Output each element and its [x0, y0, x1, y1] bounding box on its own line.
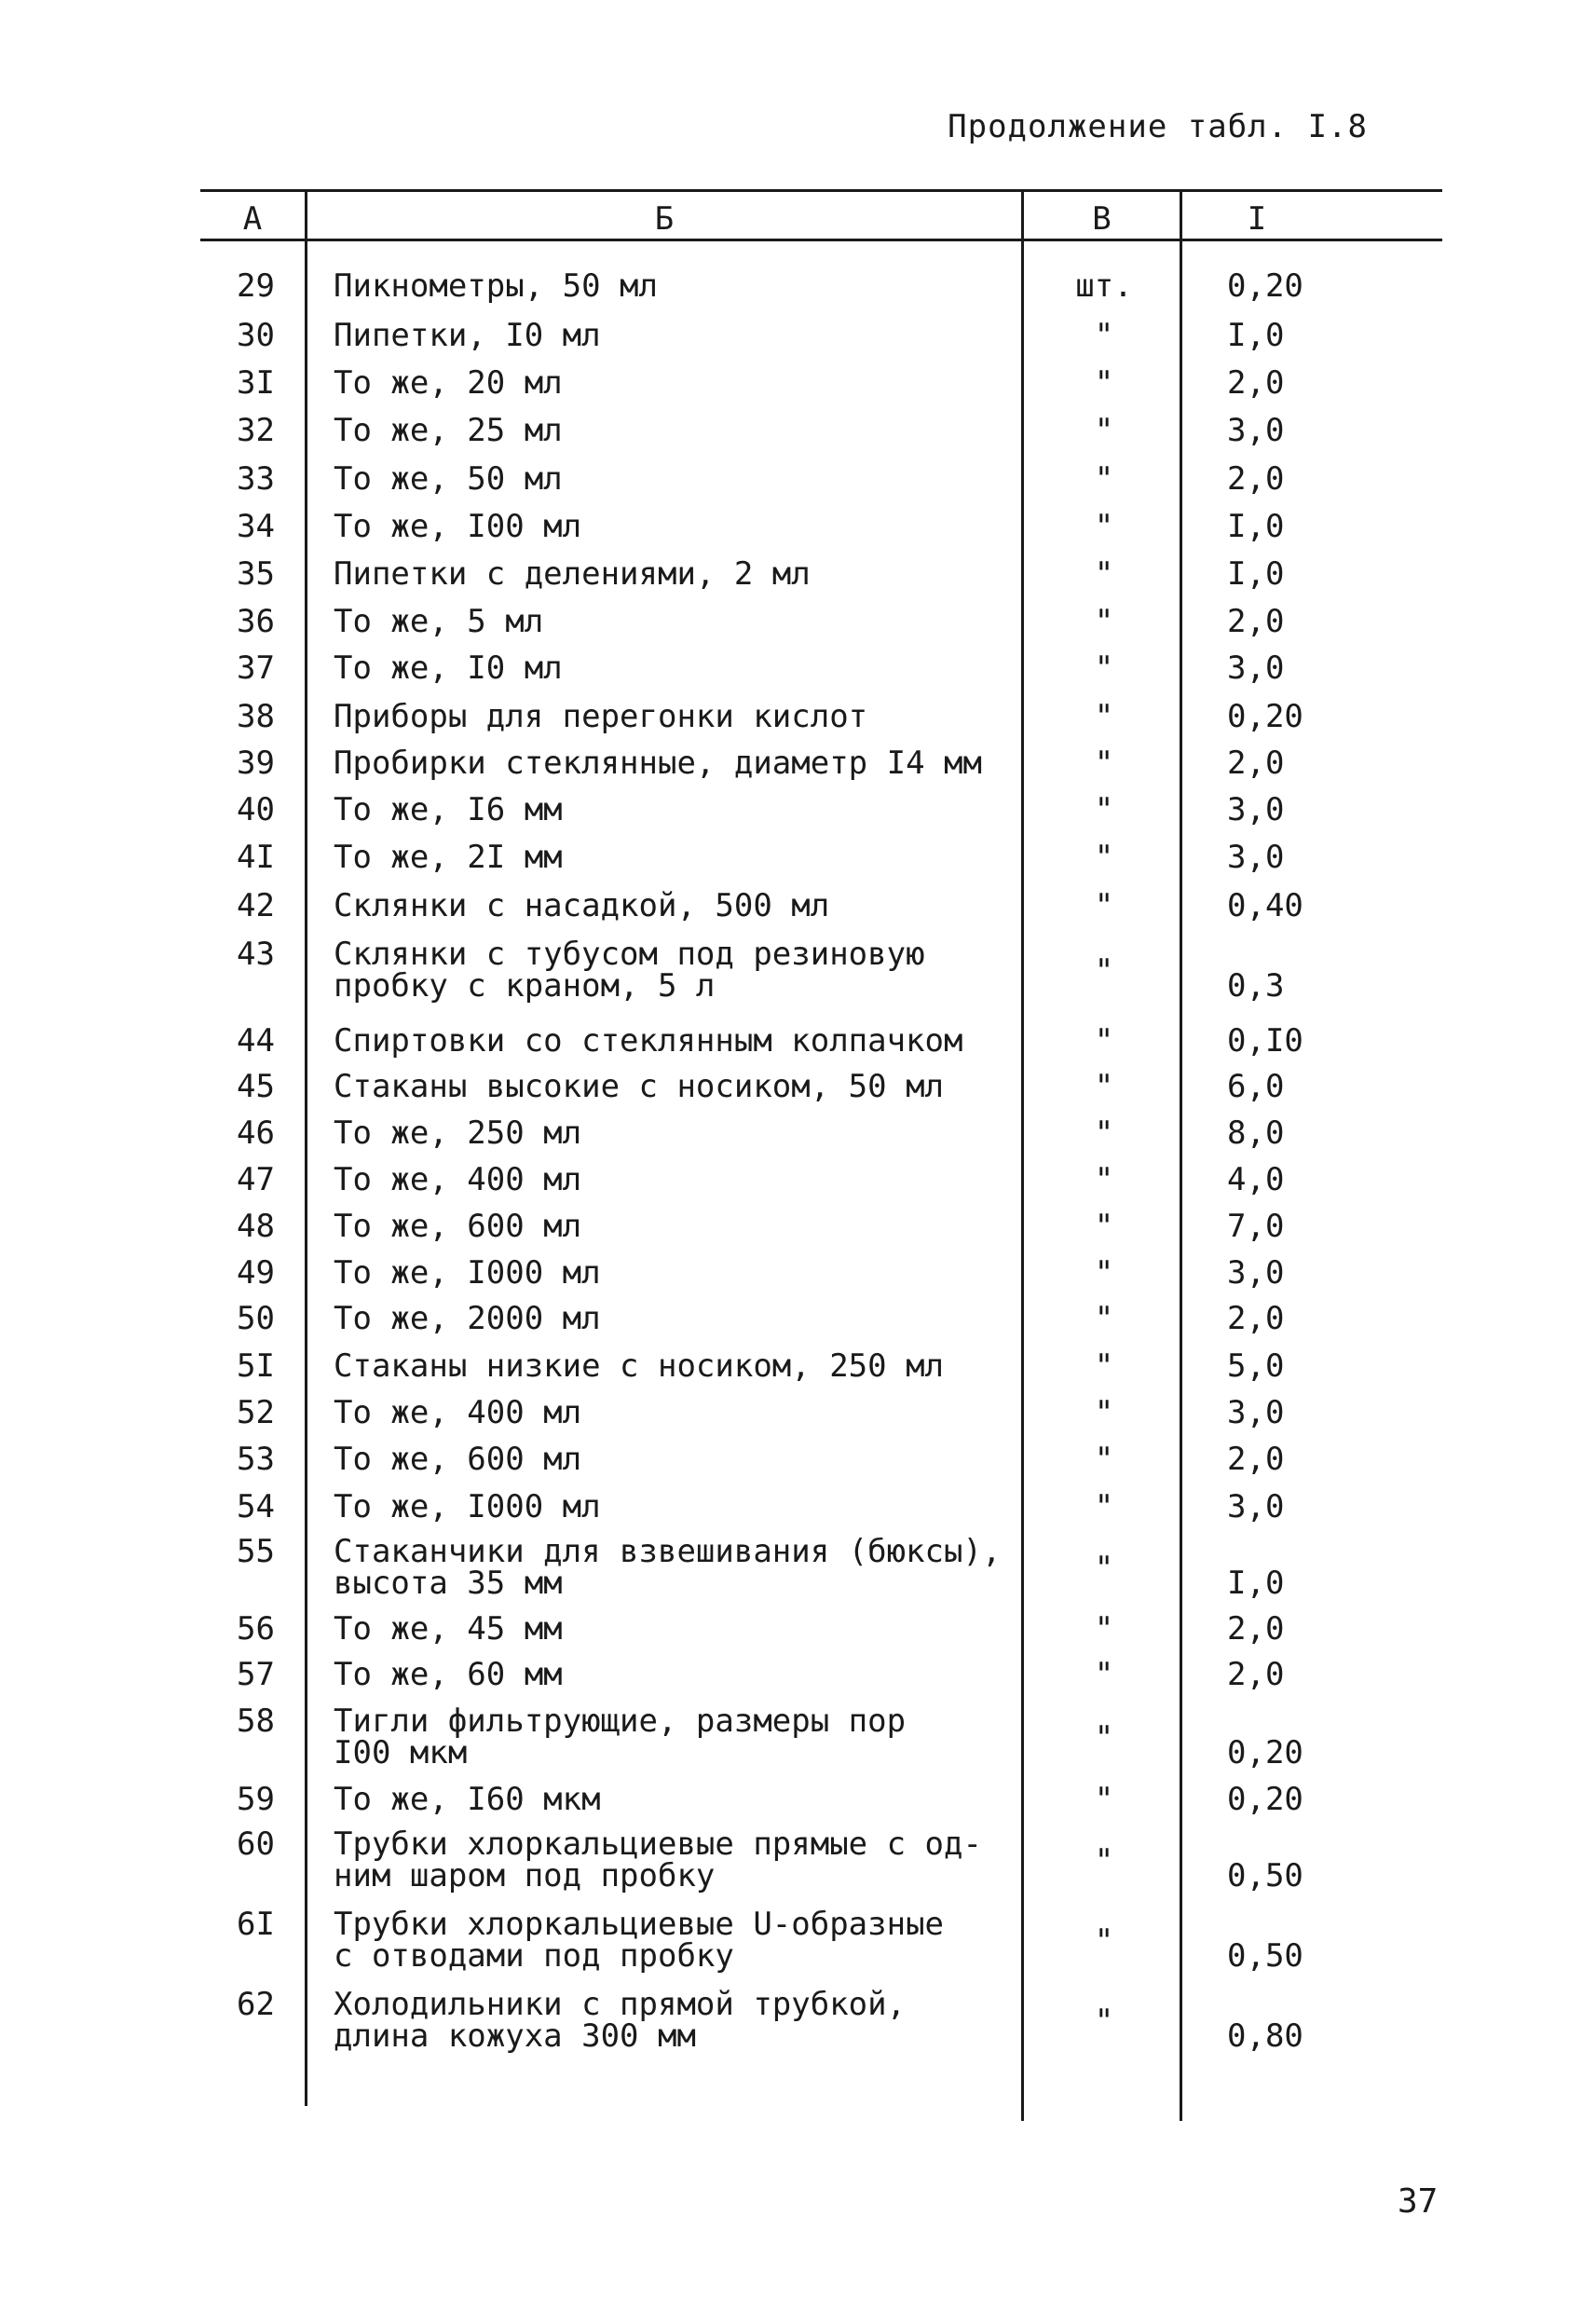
- item-name: Склянки с насадкой, 500 мл: [334, 887, 830, 924]
- row-number: 4I: [237, 839, 275, 876]
- item-quantity: 3,0: [1227, 791, 1285, 828]
- row-number: 30: [237, 317, 275, 354]
- item-quantity: 2,0: [1227, 745, 1285, 782]
- item-quantity: I,0: [1227, 317, 1285, 354]
- row-number: 50: [237, 1300, 275, 1337]
- item-quantity: 0,50: [1227, 1857, 1303, 1894]
- row-number: 62: [237, 1986, 275, 2023]
- item-quantity: I,0: [1227, 1565, 1285, 1602]
- item-unit: ": [1094, 508, 1114, 545]
- row-number: 33: [237, 460, 275, 498]
- item-unit: ": [1094, 412, 1114, 449]
- item-quantity: 2,0: [1227, 603, 1285, 640]
- item-quantity: 4,0: [1227, 1161, 1285, 1198]
- row-number: 40: [237, 791, 275, 828]
- item-name: То же, 250 мл: [334, 1114, 582, 1152]
- item-unit: ": [1094, 1114, 1114, 1152]
- item-quantity: 3,0: [1227, 1488, 1285, 1525]
- item-quantity: 7,0: [1227, 1208, 1285, 1245]
- item-quantity: 0,3: [1227, 967, 1285, 1005]
- row-number: 34: [237, 508, 275, 545]
- row-number: 44: [237, 1022, 275, 1060]
- item-unit: ": [1094, 1161, 1114, 1198]
- row-number: 46: [237, 1114, 275, 1152]
- table-continuation-label: Продолжение табл. I.8: [948, 108, 1368, 145]
- row-number: 48: [237, 1208, 275, 1245]
- item-quantity: 0,20: [1227, 1734, 1303, 1771]
- row-number: 36: [237, 603, 275, 640]
- item-name: То же, I000 мл: [334, 1488, 601, 1525]
- item-unit: ": [1094, 1208, 1114, 1245]
- row-number: 57: [237, 1656, 275, 1693]
- item-name: Стаканчики для взвешивания (бюксы), высота 35 мм: [334, 1533, 1002, 1602]
- row-number: 39: [237, 745, 275, 782]
- item-name: То же, 600 мл: [334, 1208, 582, 1245]
- item-name: Стаканы низкие с носиком, 250 мл: [334, 1347, 945, 1385]
- item-unit: ": [1094, 1719, 1114, 1757]
- item-name: То же, 400 мл: [334, 1394, 582, 1431]
- row-number: 6I: [237, 1906, 275, 1943]
- item-name: Холодильники с прямой трубкой, длина кожуха 300 мм: [334, 1986, 907, 2055]
- item-name: Пикнометры, 50 мл: [334, 267, 658, 305]
- item-quantity: 0,20: [1227, 698, 1303, 735]
- item-name: То же, I6 мм: [334, 791, 563, 828]
- column-divider-3: [1180, 189, 1182, 2121]
- row-number: 37: [237, 650, 275, 687]
- item-unit: ": [1094, 2003, 1114, 2040]
- item-unit: ": [1094, 952, 1114, 990]
- item-quantity: I,0: [1227, 508, 1285, 545]
- item-name: Пипетки, I0 мл: [334, 317, 601, 354]
- item-name: То же, 25 мл: [334, 412, 563, 449]
- item-quantity: 0,80: [1227, 2017, 1303, 2055]
- item-unit: ": [1094, 1842, 1114, 1880]
- item-unit: ": [1094, 698, 1114, 735]
- item-quantity: 8,0: [1227, 1114, 1285, 1152]
- row-number: 53: [237, 1441, 275, 1478]
- item-quantity: 3,0: [1227, 839, 1285, 876]
- item-name: То же, 400 мл: [334, 1161, 582, 1198]
- page-number: 37: [1398, 2182, 1439, 2221]
- item-unit: ": [1094, 460, 1114, 498]
- item-name: Склянки с тубусом под резиновую пробку с краном, 5 л: [334, 936, 925, 1005]
- item-name: То же, 2I мм: [334, 839, 563, 876]
- item-unit: ": [1094, 1022, 1114, 1060]
- table-header-rule: [200, 239, 1442, 241]
- item-name: Пипетки с делениями, 2 мл: [334, 555, 811, 593]
- item-name: Тигли фильтрующие, размеры пор I00 мкм: [334, 1702, 907, 1771]
- row-number: 32: [237, 412, 275, 449]
- item-name: То же, I000 мл: [334, 1254, 601, 1292]
- row-number: 55: [237, 1533, 275, 1570]
- item-unit: ": [1094, 364, 1114, 402]
- row-number: 56: [237, 1610, 275, 1648]
- item-quantity: 0,I0: [1227, 1022, 1303, 1060]
- row-number: 45: [237, 1068, 275, 1105]
- item-name: То же, I00 мл: [334, 508, 582, 545]
- item-unit: ": [1094, 1610, 1114, 1648]
- item-quantity: 2,0: [1227, 364, 1285, 402]
- item-quantity: 3,0: [1227, 1254, 1285, 1292]
- item-unit: ": [1094, 555, 1114, 593]
- item-name: Стаканы высокие с носиком, 50 мл: [334, 1068, 945, 1105]
- item-unit: ": [1094, 650, 1114, 687]
- item-unit: ": [1094, 317, 1114, 354]
- item-unit: ": [1094, 1550, 1114, 1587]
- row-number: 49: [237, 1254, 275, 1292]
- item-name: То же, 60 мм: [334, 1656, 563, 1693]
- row-number: 58: [237, 1702, 275, 1740]
- item-quantity: 2,0: [1227, 1300, 1285, 1337]
- row-number: 29: [237, 267, 275, 305]
- item-quantity: 3,0: [1227, 650, 1285, 687]
- item-quantity: 0,20: [1227, 1781, 1303, 1818]
- item-unit: ": [1094, 1394, 1114, 1431]
- item-name: То же, 5 мл: [334, 603, 544, 640]
- item-unit: ": [1094, 839, 1114, 876]
- row-number: 59: [237, 1781, 275, 1818]
- column-header-a: А: [242, 200, 263, 238]
- table-top-rule: [200, 189, 1442, 192]
- item-name: То же, I0 мл: [334, 650, 563, 687]
- item-quantity: 0,40: [1227, 887, 1303, 924]
- row-number: 60: [237, 1826, 275, 1863]
- column-header-i: I: [1247, 200, 1267, 238]
- item-unit: ": [1094, 745, 1114, 782]
- item-unit: шт.: [1075, 267, 1133, 305]
- item-name: Спиртовки со стеклянным колпачком: [334, 1022, 963, 1060]
- item-unit: ": [1094, 791, 1114, 828]
- column-header-v: В: [1092, 200, 1112, 238]
- item-unit: ": [1094, 887, 1114, 924]
- item-quantity: 2,0: [1227, 1656, 1285, 1693]
- item-unit: ": [1094, 1656, 1114, 1693]
- item-unit: ": [1094, 1781, 1114, 1818]
- item-name: То же, 2000 мл: [334, 1300, 601, 1337]
- item-quantity: 6,0: [1227, 1068, 1285, 1105]
- item-quantity: 3,0: [1227, 412, 1285, 449]
- item-unit: ": [1094, 1488, 1114, 1525]
- row-number: 35: [237, 555, 275, 593]
- column-header-b: Б: [654, 200, 675, 238]
- item-quantity: 3,0: [1227, 1394, 1285, 1431]
- row-number: 3I: [237, 364, 275, 402]
- item-name: Пробирки стеклянные, диаметр I4 мм: [334, 745, 982, 782]
- item-unit: ": [1094, 1300, 1114, 1337]
- item-name: То же, I60 мкм: [334, 1781, 601, 1818]
- item-name: То же, 45 мм: [334, 1610, 563, 1648]
- item-name: Трубки хлоркальциевые прямые с од- ним шаром под пробку: [334, 1826, 982, 1894]
- row-number: 47: [237, 1161, 275, 1198]
- item-quantity: 2,0: [1227, 1610, 1285, 1648]
- item-name: Приборы для перегонки кислот: [334, 698, 868, 735]
- row-number: 5I: [237, 1347, 275, 1385]
- item-name: То же, 600 мл: [334, 1441, 582, 1478]
- item-quantity: 0,20: [1227, 267, 1303, 305]
- row-number: 54: [237, 1488, 275, 1525]
- row-number: 42: [237, 887, 275, 924]
- item-quantity: 0,50: [1227, 1937, 1303, 1975]
- item-unit: ": [1094, 1441, 1114, 1478]
- item-unit: ": [1094, 1068, 1114, 1105]
- item-name: Трубки хлоркальциевые U-образные с отводами под пробку: [334, 1906, 945, 1975]
- item-quantity: I,0: [1227, 555, 1285, 593]
- item-unit: ": [1094, 603, 1114, 640]
- item-quantity: 2,0: [1227, 460, 1285, 498]
- item-unit: ": [1094, 1922, 1114, 1960]
- item-name: То же, 50 мл: [334, 460, 563, 498]
- item-unit: ": [1094, 1347, 1114, 1385]
- row-number: 38: [237, 698, 275, 735]
- item-name: То же, 20 мл: [334, 364, 563, 402]
- item-unit: ": [1094, 1254, 1114, 1292]
- item-quantity: 5,0: [1227, 1347, 1285, 1385]
- row-number: 52: [237, 1394, 275, 1431]
- column-divider-1: [305, 189, 307, 2106]
- item-quantity: 2,0: [1227, 1441, 1285, 1478]
- row-number: 43: [237, 936, 275, 973]
